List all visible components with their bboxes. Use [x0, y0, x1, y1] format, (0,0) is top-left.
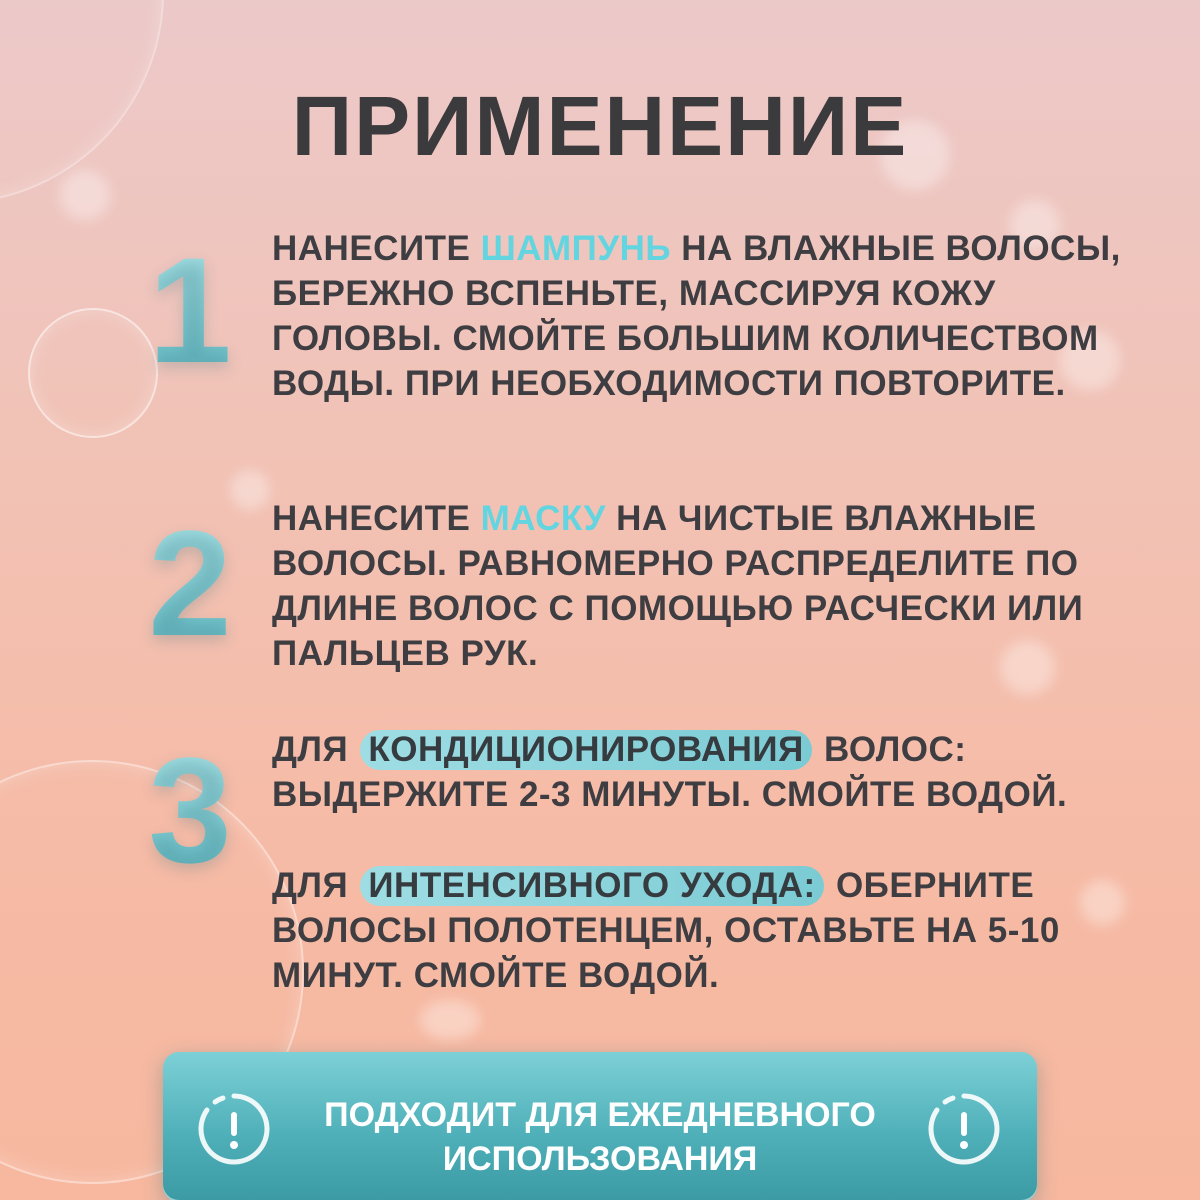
step-3-part-2: [272, 863, 1152, 998]
banner-line-1: ПОДХОДИТ ДЛЯ ЕЖЕДНЕВНОГО: [324, 1096, 876, 1134]
step-3-part-1-pre: ДЛЯ: [272, 730, 349, 769]
step-1-text: [272, 226, 1152, 406]
step-1-post: НА ВЛАЖНЫЕ ВОЛОСЫ, БЕРЕЖНО ВСПЕНЬТЕ, МАССИРУЯ КОЖУ ГОЛОВЫ. СМОЙТЕ БОЛЬШИМ КОЛИЧЕСТВОМ ВОДЫ. ПРИ НЕОБХОДИМОСТИ ПОВТОРИТЕ.: [272, 229, 1121, 403]
step-3-part-1-post: ВОЛОС: ВЫДЕРЖИТЕ 2-3 МИНУТЫ. СМОЙТЕ ВОДОЙ.: [272, 730, 1068, 814]
banner-line-2: ИСПОЛЬЗОВАНИЯ: [442, 1140, 758, 1178]
step-3-part-1: [272, 727, 1152, 817]
step-3-part-2-pre: ДЛЯ: [272, 866, 349, 905]
step-number-1: 1: [120, 235, 260, 385]
page-title: ПРИМЕНЕНИЕ: [291, 79, 909, 173]
step-3-part-2-highlight: ИНТЕНСИВНОГО УХОДА:: [360, 866, 823, 906]
step-3-text: [272, 727, 1152, 998]
step-1-highlight: ШАМПУНЬ: [480, 229, 672, 268]
step-2-pre: НАНЕСИТЕ: [272, 499, 481, 538]
step-1-pre: НАНЕСИТЕ: [272, 229, 481, 268]
bokeh-dot: [420, 1000, 480, 1040]
step-3-part-2-post: ОБЕРНИТЕ ВОЛОСЫ ПОЛОТЕНЦЕМ, ОСТАВЬТЕ НА 5-10 МИНУТ. СМОЙТЕ ВОДОЙ.: [272, 866, 1060, 995]
step-2-text: [272, 496, 1152, 676]
step-number-3: 3: [120, 735, 260, 885]
step-2-highlight: МАСКУ: [480, 499, 606, 538]
step-number-2: 2: [120, 508, 260, 658]
bokeh-dot: [60, 170, 110, 220]
step-2-post: НА ЧИСТЫЕ ВЛАЖНЫЕ ВОЛОСЫ. РАВНОМЕРНО РАСПРЕДЕЛИТЕ ПО ДЛИНЕ ВОЛОС С ПОМОЩЬЮ РАСЧЕСКИ ИЛИ ПАЛЬЦЕВ РУК.: [272, 499, 1084, 673]
banner-text: [230, 1093, 970, 1181]
step-3-part-1-highlight: КОНДИЦИОНИРОВАНИЯ: [360, 730, 811, 770]
bokeh-dot: [230, 470, 270, 510]
